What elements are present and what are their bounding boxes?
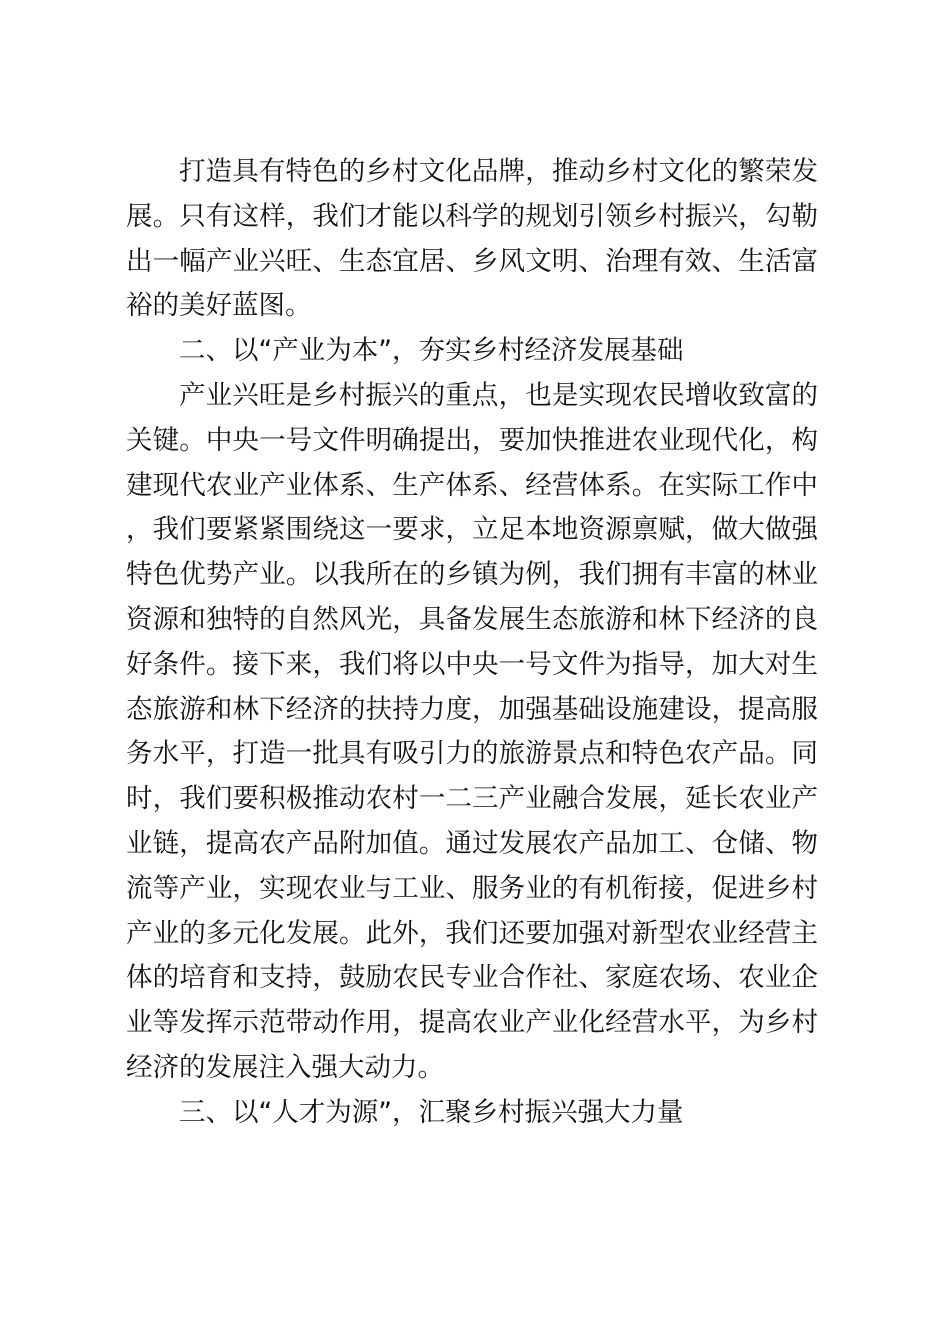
document-body <box>126 150 818 1136</box>
section-heading: 二、以“产业为本”，夯实乡村经济发展基础 <box>179 335 684 367</box>
body-paragraph: 产业兴旺是乡村振兴的重点，也是实现农民增收致富的关键。中央一号文件明确提出，要加快推进农业现代化，构建现代农业产业体系、生产体系、经营体系。在实际工作中，我们要紧紧围绕这一要求，立足本地资源禀赋，做大做强特色优势产业。以我所在的乡镇为例，我们拥有丰富的林业资源和独特的自然风光，具备发展生态旅游和林下经济的良好条件。接下来，我们将以中央一号文件为指导，加大对生态旅游和林下经济的扶持力度，加强基础设施建设，提高服务水平，打造一批具有吸引力的旅游景点和特色农产品。同时，我们要积极推动农村一二三产业融合发展，延长农业产业链，提高农产品附加值。通过发展农产品加工、仓储、物流等产业，实现农业与工业、服务业的有机衔接，促进乡村产业的多元化发展。此外，我们还要加强对新型农业经营主体的培育和支持，鼓励农民专业合作社、家庭农场、农业企业等发挥示范带动作用，提高农业产业化经营水平，为乡村经济的发展注入强大动力。 <box>126 379 818 1083</box>
body-paragraph: 打造具有特色的乡村文化品牌，推动乡村文化的繁荣发展。只有这样，我们才能以科学的规划引领乡村振兴，勾勒出一幅产业兴旺、生态宜居、乡风文明、治理有效、生活富裕的美好蓝图。 <box>126 156 818 322</box>
section-heading: 三、以“人才为源”，汇聚乡村振兴强大力量 <box>179 1096 684 1128</box>
